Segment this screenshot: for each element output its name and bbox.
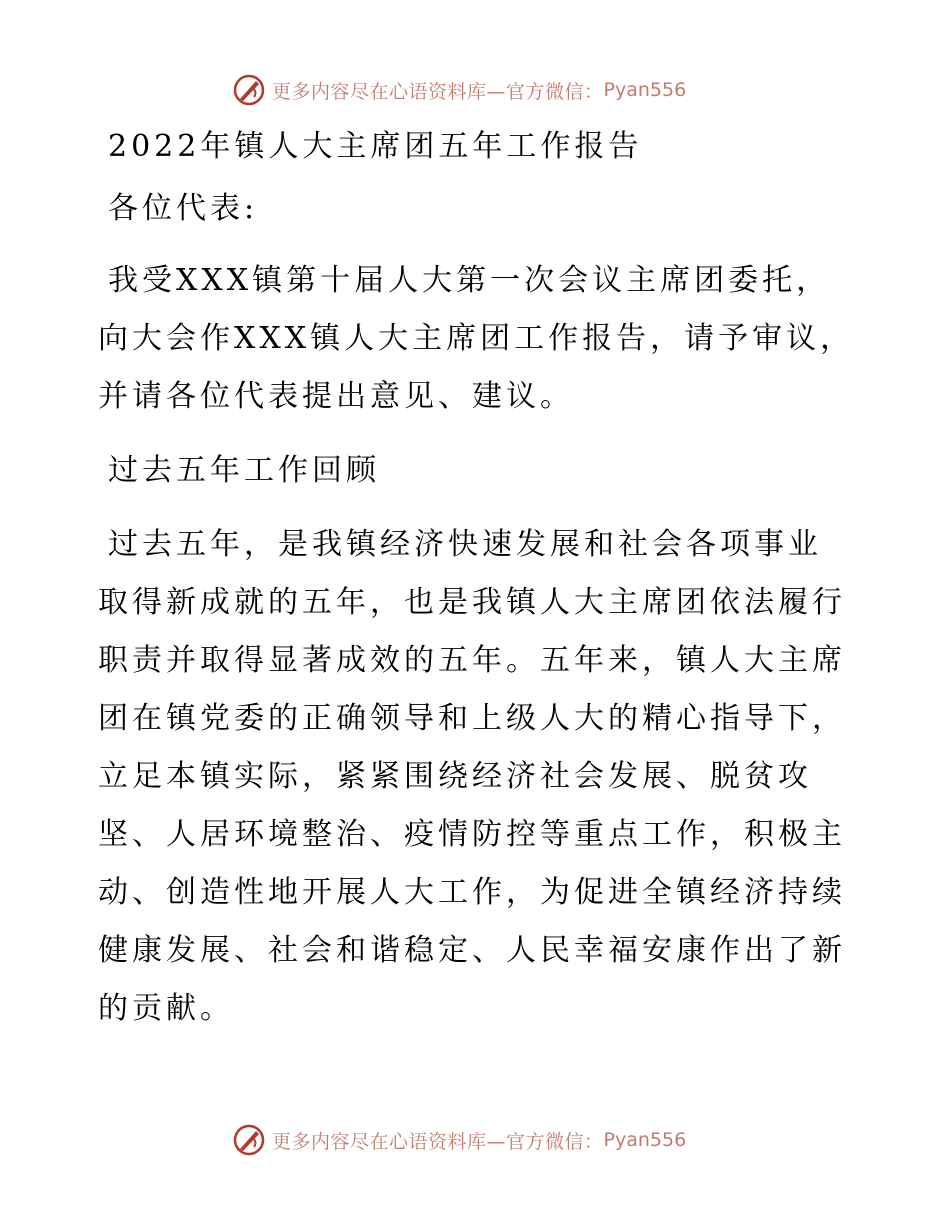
body-line: 职责并取得显著成效的五年。五年来，镇人大主席	[98, 643, 846, 678]
body-line: 立足本镇实际，紧紧围绕经济社会发展、脱贫攻	[98, 759, 812, 794]
body-line: 的贡献。	[98, 991, 234, 1026]
document-body	[98, 118, 858, 1038]
section-heading: 过去五年工作回顾	[108, 453, 380, 488]
quill-logo-icon	[232, 73, 266, 107]
body-line: 健康发展、社会和谐稳定、人民幸福安康作出了新	[98, 933, 846, 968]
document-title: 2022年镇人大主席团五年工作报告	[108, 129, 643, 164]
banner-wechat-id: Pyan556	[603, 79, 687, 101]
body-line: 取得新成就的五年，也是我镇人大主席团依法履行	[98, 585, 846, 620]
banner-text: 更多内容尽在心语资料库—官方微信：	[272, 80, 604, 103]
banner-text: 更多内容尽在心语资料库—官方微信：	[272, 1130, 604, 1153]
salutation: 各位代表:	[108, 191, 259, 226]
intro-line: 向大会作XXX镇人大主席团工作报告，请予审议，	[98, 321, 855, 356]
banner-wechat-id: Pyan556	[603, 1129, 687, 1151]
intro-line: 并请各位代表提出意见、建议。	[98, 379, 574, 414]
intro-line: 我受XXX镇第十届人大第一次会议主席团委托，	[108, 263, 831, 298]
header-banner	[232, 72, 686, 108]
body-line: 团在镇党委的正确领导和上级人大的精心指导下，	[98, 701, 846, 736]
body-line: 坚、人居环境整治、疫情防控等重点工作，积极主	[98, 817, 846, 852]
footer-banner	[232, 1122, 686, 1158]
body-line: 动、创造性地开展人大工作，为促进全镇经济持续	[98, 875, 846, 910]
body-line: 过去五年，是我镇经济快速发展和社会各项事业	[108, 527, 822, 562]
quill-logo-icon	[232, 1123, 266, 1157]
